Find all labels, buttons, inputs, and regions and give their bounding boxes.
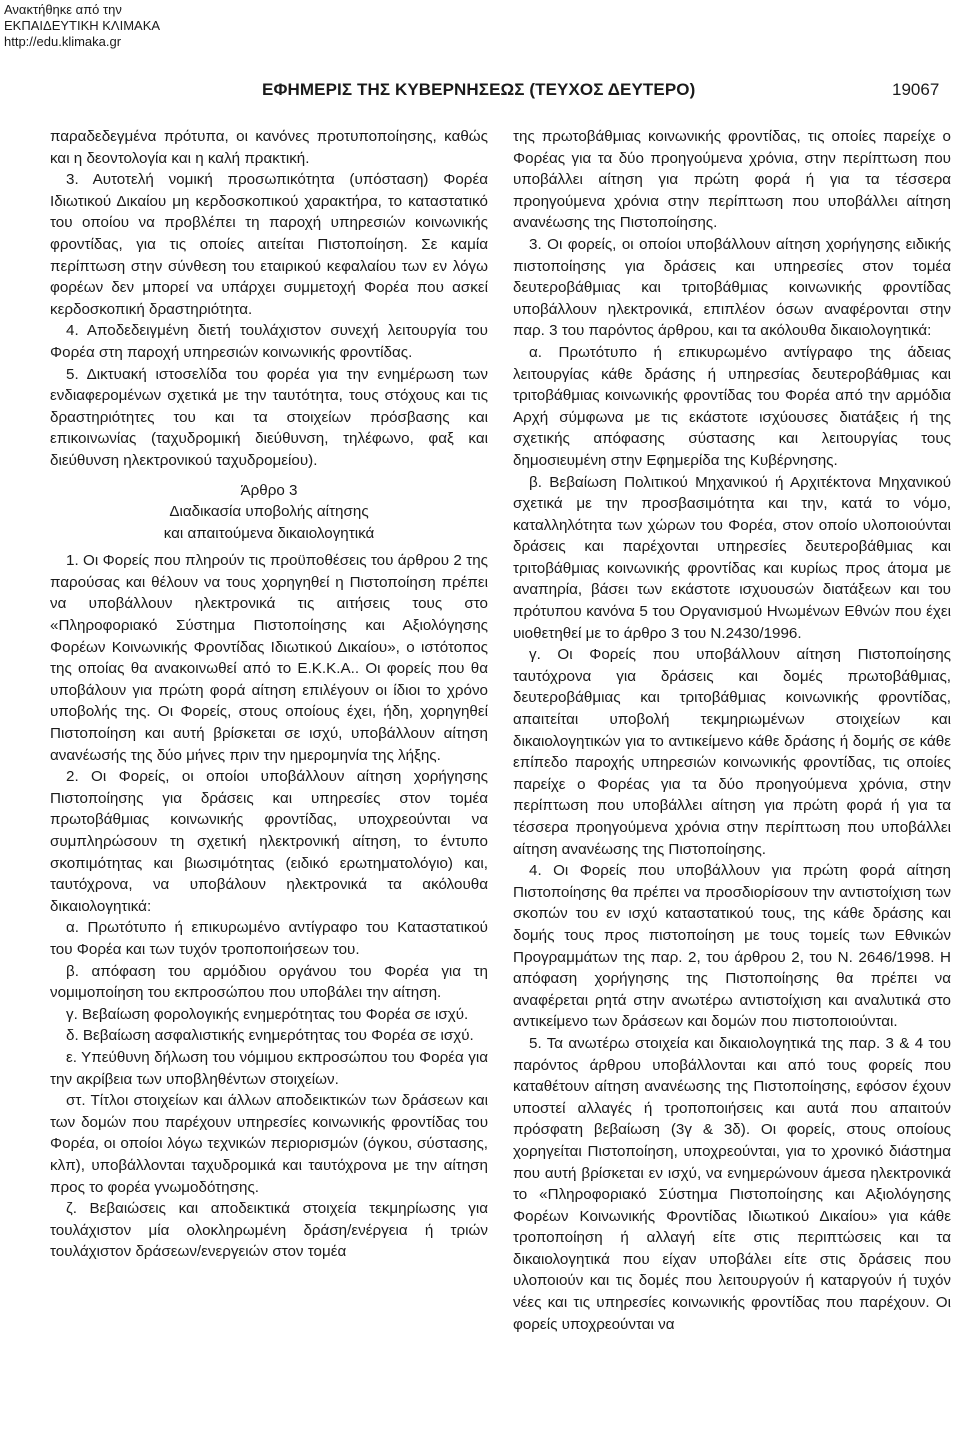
list-item: γ. Βεβαίωση φορολογικής ενημερότητας του Φορέα σε ισχύ. (66, 1005, 469, 1023)
paragraph: 2. Οι Φορείς, οι οποίοι υποβάλλουν αίτηση χορήγησης Πιστοποίησης για δράσεις και υπηρεσίες στον τομέα πρωτοβάθμιας κοινωνικής φροντίδας, υποχρεούνται να συμπληρώσουν τη σχετική ηλεκτρονική αίτηση, το έντυπο σκοπιμότητας και βιωσιμότητας (ειδικό ερωτηματολόγιο) και, ταυτόχρονα, να υποβάλουν ηλεκτρονικά τα ακόλουθα δικαιολογητικά: (50, 768, 488, 915)
paragraph: 1. Οι Φορείς που πληρούν τις προϋποθέσεις του άρθρου 2 της παρούσας και θέλουν να τους χορηγηθεί η Πιστοποίηση πρέπει να υποβάλλουν ηλεκτρονικά τις αιτήσεις τους στο «Πληροφοριακό Σύστημα Πιστοποίησης και Αξιολόγησης Φορέων Κοινωνικής Φροντίδας Ιδιωτικού Δικαίου», ο ιστότοπος της οποίας θα ανακοινωθεί από το Ε.Κ.Κ.Α.. Οι φορείς που θα υποβάλουν για πρώτη φορά αίτηση επιλέγουν οι ίδιοι το χρόνο υποβολής της. Οι Φορείς, στους οποίους έχει, ήδη, χορηγηθεί Πιστοποίηση και αυτή βρίσκεται σε ισχύ, υποβάλλουν αίτηση ανανέωσής της δύο μήνες πριν την ημερομηνία της λήξης. (50, 552, 488, 764)
paragraph: της πρωτοβάθμιας κοινωνικής φροντίδας, τις οποίες παρείχε ο Φορέας για τα δύο προηγούμενα χρόνια, στην περίπτωση που υποβάλλει αίτηση για πρώτη φορά ή για τα τέσσερα προηγούμενα χρόνια στην περίπτωση που υποβάλλει αίτηση ανανέωσης της Πιστοποίησης. (513, 128, 951, 232)
paragraph: 3. Οι φορείς, οι οποίοι υποβάλλουν αίτηση χορήγησης ειδικής πιστοποίησης για δράσεις και υπηρεσίες στον τομέα δευτεροβάθμιας και τριτοβάθμιας κοινωνικής φροντίδας υποβάλλουν ηλεκτρονικά, επιπλέον όσων αναφέρονται στην παρ. 3 του παρόντος άρθρου, και τα ακόλουθα δικαιολογητικά: (513, 235, 951, 340)
source-link[interactable]: http://edu.klimaka.gr (4, 34, 122, 49)
list-item: ε. Υπεύθυνη δήλωση του νόμιμου εκπροσώπου του Φορέα για την ακρίβεια των υποβληθέντων στοιχείων. (50, 1048, 488, 1088)
article-heading (50, 480, 488, 545)
list-item: α. Πρωτότυπο ή επικυρωμένο αντίγραφο της άδειας λειτουργίας κάθε δράσης ή υπηρεσίας δευτεροβάθμιας και τριτοβάθμιας κοινωνικής φροντίδας του Φορέα από την αρμόδια Αρχή σύμφωνα με τις εκάστοτε ισχύουσες διατάξεις ή της σχετικής απόφασης σύστασης και λειτουργίας τους δημοσιευμένη στην Εφημερίδα της Κυβέρνησης. (513, 343, 951, 469)
list-item: β. Βεβαίωση Πολιτικού Μηχανικού ή Αρχιτέκτονα Μηχανικού σχετικά με την προσβασιμότητα και την, κατά το νόμο, καταλληλότητα των χώρων του Φορέα, στον οποίο υλοποιούνται δράσεις και παρέχονται υπηρεσίες δευτεροβάθμιας και τριτοβάθμιας κοινωνικής φροντίδας και κυρίως προς άτομα με αναπηρία, βάσει των εκάστοτε ισχυουσών διατάξεων και του πρότυπου κανόνα 5 του Οργανισμού Ηνωμένων Εθνών που έχει υιοθετηθεί με το άρθρο 3 του Ν.2430/1996. (513, 473, 951, 642)
list-item: γ. Οι Φορείς που υποβάλλουν αίτηση Πιστοποίησης ταυτόχρονα για δράσεις και δομές πρωτοβάθμιας, δευτεροβάθμιας και τριτοβάθμιας κοινωνικής φροντίδας, απαιτείται υποβολή τεκμηριωμένων στοιχείων και δικαιολογητικών για το αντικείμενο κάθε δράσης ή δομής σε κάθε επίπεδο παροχής υπηρεσιών κοινωνικής φροντίδας, τις οποίες παρείχε ο Φορέας για τα δύο προηγούμενα χρόνια, στην περίπτωση που υποβάλλει αίτηση για πρώτη φορά ή για τα τέσσερα προηγούμενα χρόνια στην περίπτωση που υποβάλλει αίτηση ανανέωσης της Πιστοποίησης. (513, 646, 951, 858)
list-item: ζ. Βεβαιώσεις και αποδεικτικά στοιχεία τεκμηρίωσης για τουλάχιστον μία ολοκληρωμένη δράση/ενέργεια ή τριών τουλάχιστον δράσεων/ενεργειών στον τομέα (50, 1200, 488, 1261)
list-item: α. Πρωτότυπο ή επικυρωμένο αντίγραφο του Καταστατικού του Φορέα και των τυχόν τροποποιήσεων του. (50, 919, 488, 958)
page-number: 19067 (892, 80, 940, 99)
source-line-1: Ανακτήθηκε από την (4, 2, 122, 17)
paragraph: 5. Τα ανωτέρω στοιχεία και δικαιολογητικά της παρ. 3 & 4 του παρόντος άρθρου υποβάλλονται και από τους φορείς που καταθέτουν αίτηση ανανέωσης της Πιστοποίησης, εφόσον έχουν υποστεί αλλαγές ή τροποποιήσεις και αυτά που απαιτούν πρόσφατη βεβαίωση (3γ & 3δ). Οι φορείς, στους οποίους χορηγείται Πιστοποίηση, υποχρεούνται, για το χρονικό διάστημα που αυτή βρίσκεται εν ισχύ, να ενημερώνουν άμεσα ηλεκτρονικά το «Πληροφοριακό Σύστημα Πιστοποίησης και Αξιολόγησης Φορέων Κοινωνικής Φροντίδας Ιδιωτικού Δικαίου» για κάθε τροποποίηση ή αλλαγή είτε στις περιπτώσεις και τα δικαιολογητικά που είχαν υποβάλει είτε στις δράσεις που υλοποιούν και τις δομές που λειτουργούν ή καταργούν ή τυχόν νέες και τις υπηρεσίες κοινωνικής φροντίδας που παρέχουν. Οι φορείς υποχρεούνται να (513, 1034, 951, 1333)
paragraph: 4. Οι Φορείς που υποβάλλουν για πρώτη φορά αίτηση Πιστοποίησης θα πρέπει να προσδιορίσουν την αντιστοίχιση των σκοπών του εν ισχύ καταστατικού τους, της κάθε δράσης και δομής τους προς πιστοποίηση με τους τομείς των Εθνικών Προγραμμάτων της παρ. 2, του άρθρου 2, του Ν. 2646/1998. Η απόφαση χορήγησης της Πιστοποίησης θα πρέπει να αναφέρεται ρητά στην ανωτέρω αντιστοίχιση και αναλυτικά στο αντικείμενο των δράσεων και δομών που πιστοποιούνται. (513, 862, 951, 1031)
article-number: Άρθρο 3 (240, 481, 298, 499)
paragraph: 4. Αποδεδειγμένη διετή τουλάχιστον συνεχή λειτουργία του Φορέα στη παροχή υπηρεσιών κοινωνικής φροντίδας. (50, 322, 488, 361)
running-head: ΕΦΗΜΕΡΙΣ ΤΗΣ ΚΥΒΕΡΝΗΣΕΩΣ (ΤΕΥΧΟΣ ΔΕΥΤΕΡΟ) (262, 80, 696, 99)
article-title-line: και απαιτούμενα δικαιολογητικά (163, 524, 375, 542)
article-title-line: Διαδικασία υποβολής αίτησης (169, 503, 369, 521)
source-note (4, 2, 160, 50)
list-item: στ. Τίτλοι στοιχείων και άλλων αποδεικτικών των δράσεων και των δομών που παρέχουν υπηρεσίες κοινωνικής φροντίδας του Φορέα, οι οποίοι λόγω τεχνικών περιορισμών (όγκου, σύστασης, κλπ), υποβάλλονται ταχυδρομικά και ταυτόχρονα με την αίτηση προς το φορέα γνωμοδότησης. (50, 1092, 488, 1196)
paragraph: 5. Δικτυακή ιστοσελίδα του φορέα για την ενημέρωση των ενδιαφερομένων σχετικά με την ταυτότητα, τους στόχους και τις δραστηριότητες του και τα στοιχείων πρόσβασης και επικοινωνίας (ταχυδρομική διεύθυνση, τηλέφωνο, φαξ και διεύθυνση ηλεκτρονικού ταχυδρομείου). (50, 365, 488, 469)
left-column (50, 126, 488, 1263)
source-line-2: ΕΚΠΑΙΔΕΥΤΙΚΗ ΚΛΙΜΑΚΑ (4, 18, 161, 33)
paragraph: 3. Αυτοτελή νομική προσωπικότητα (υπόσταση) Φορέα Ιδιωτικού Δικαίου μη κερδοσκοπικού χαρακτήρα, το καταστατικό του οποίου να προβλέπει τη παροχή υπηρεσιών κοινωνικής φροντίδας, για τις οποίες αιτείται Πιστοποίηση. Σε καμία περίπτωση στην σύνθεση του εταιρικού κεφαλαίου των εν λόγω φορέων δεν μπορεί να υπάρχει συμμετοχή Φορέα που ασκεί κερδοσκοπική δραστηριότητα. (50, 171, 488, 318)
list-item: β. απόφαση του αρμόδιου οργάνου του Φορέα για τη νομιμοποίηση του εκπροσώπου που υποβάλει την αίτηση. (50, 962, 488, 1002)
list-item: δ. Βεβαίωση ασφαλιστικής ενημερότητας του Φορέα σε ισχύ. (66, 1027, 474, 1045)
paragraph: παραδεδεγμένα πρότυπα, οι κανόνες προτυποποίησης, καθώς και η δεοντολογία και η καλή πρακτική. (50, 128, 488, 167)
right-column (513, 126, 951, 1335)
